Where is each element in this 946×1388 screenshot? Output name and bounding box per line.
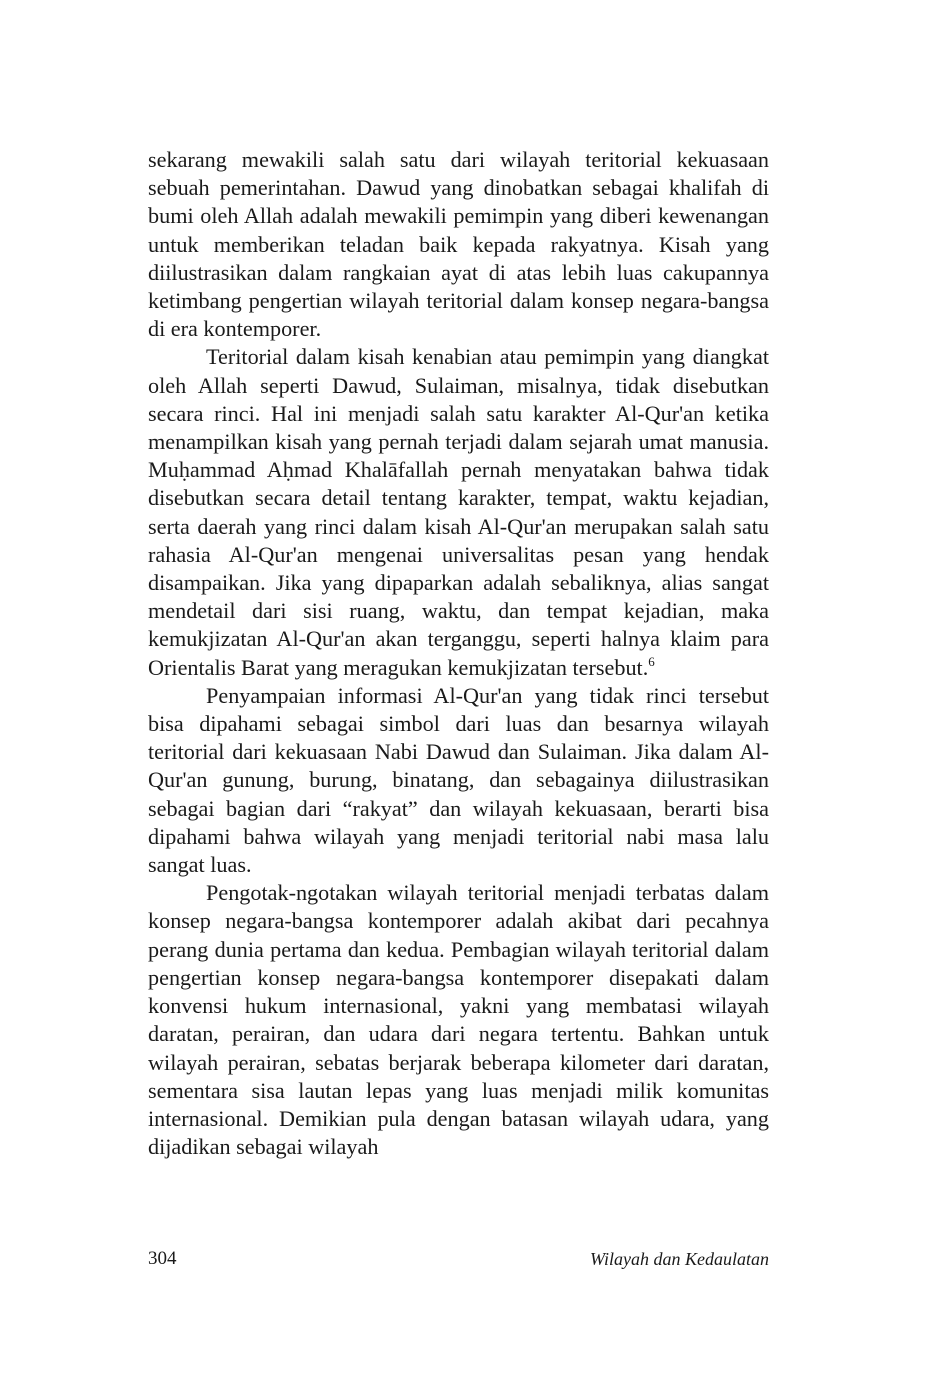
paragraph-4-text: Pengotak-ngotakan wilayah teritorial menjadi terbatas dalam konsep negara-bangsa kontemporer adalah akibat dari pecahnya perang dunia pertama dan kedua. Pembagian wilayah teritorial dalam pengertian konsep negara-bangsa kontemporer disepakati dalam konvensi hukum internasional, yakni yang membatasi wilayah daratan, perairan, dan udara dari negara tertentu. Bahkan untuk wilayah perairan, sebatas berjarak beberapa kilometer dari daratan, sementara sisa lautan lepas yang luas menjadi milik komunitas internasional. Demikian pula dengan batasan wilayah udara, yang dijadikan sebagai wilayah (148, 880, 769, 1160)
paragraph-3-text: Penyampaian informasi Al-Qur'an yang tidak rinci tersebut bisa dipahami sebagai simbol dari luas dan besarnya wilayah teritorial dari kekuasaan Nabi Dawud dan Sulaiman. Jika dalam Al-Qur'an gunung, burung, binatang, dan sebagainya diilustrasikan sebagai bagian dari “rakyat” dan wilayah kekuasaan, berarti bisa dipahami bahwa wilayah yang menjadi teritorial nabi masa lalu sangat luas. (148, 682, 769, 878)
footnote-reference[interactable]: 6 (648, 653, 655, 669)
paragraph-2-text: Teritorial dalam kisah kenabian atau pemimpin yang diangkat oleh Allah seperti Dawud, Sulaiman, misalnya, tidak disebutkan secara rinci. Hal ini menjadi salah satu karakter Al-Qur'an ketika menampilkan kisah yang pernah terjadi dalam sejarah umat manusia. Muḥammad Aḥmad Khalāfallah pernah menyatakan bahwa tidak disebutkan secara detail tentang karakter, tempat, waktu kejadian, serta daerah yang rinci dalam kisah Al-Qur'an merupakan salah satu rahasia Al-Qur'an mengenai universalitas pesan yang hendak disampaikan. Jika yang dipaparkan adalah sebaliknya, alias sangat mendetail dari sisi ruang, waktu, dan tempat kejadian, maka kemukjizatan Al-Qur'an akan terganggu, seperti halnya klaim para Orientalis Barat yang meragukan kemukjizatan tersebut. (148, 344, 769, 680)
page-body (148, 146, 769, 1161)
page-number: 304 (148, 1248, 177, 1269)
page-footer (148, 1245, 769, 1273)
paragraph-3 (148, 682, 769, 879)
paragraph-1 (148, 146, 769, 343)
paragraph-2 (148, 343, 769, 681)
running-title: Wilayah dan Kedaulatan (590, 1249, 769, 1269)
paragraph-1-text: sekarang mewakili salah satu dari wilayah teritorial kekuasaan sebuah pemerintahan. Dawud yang dinobatkan sebagai khalifah di bumi oleh Allah adalah mewakili pemimpin yang diberi kewenangan untuk memberikan teladan baik kepada rakyatnya. Kisah yang diilustrasikan dalam rangkaian ayat di atas lebih luas cakupannya ketimbang pengertian wilayah teritorial dalam konsep negara-bangsa di era kontemporer. (148, 147, 769, 342)
paragraph-4 (148, 879, 769, 1161)
